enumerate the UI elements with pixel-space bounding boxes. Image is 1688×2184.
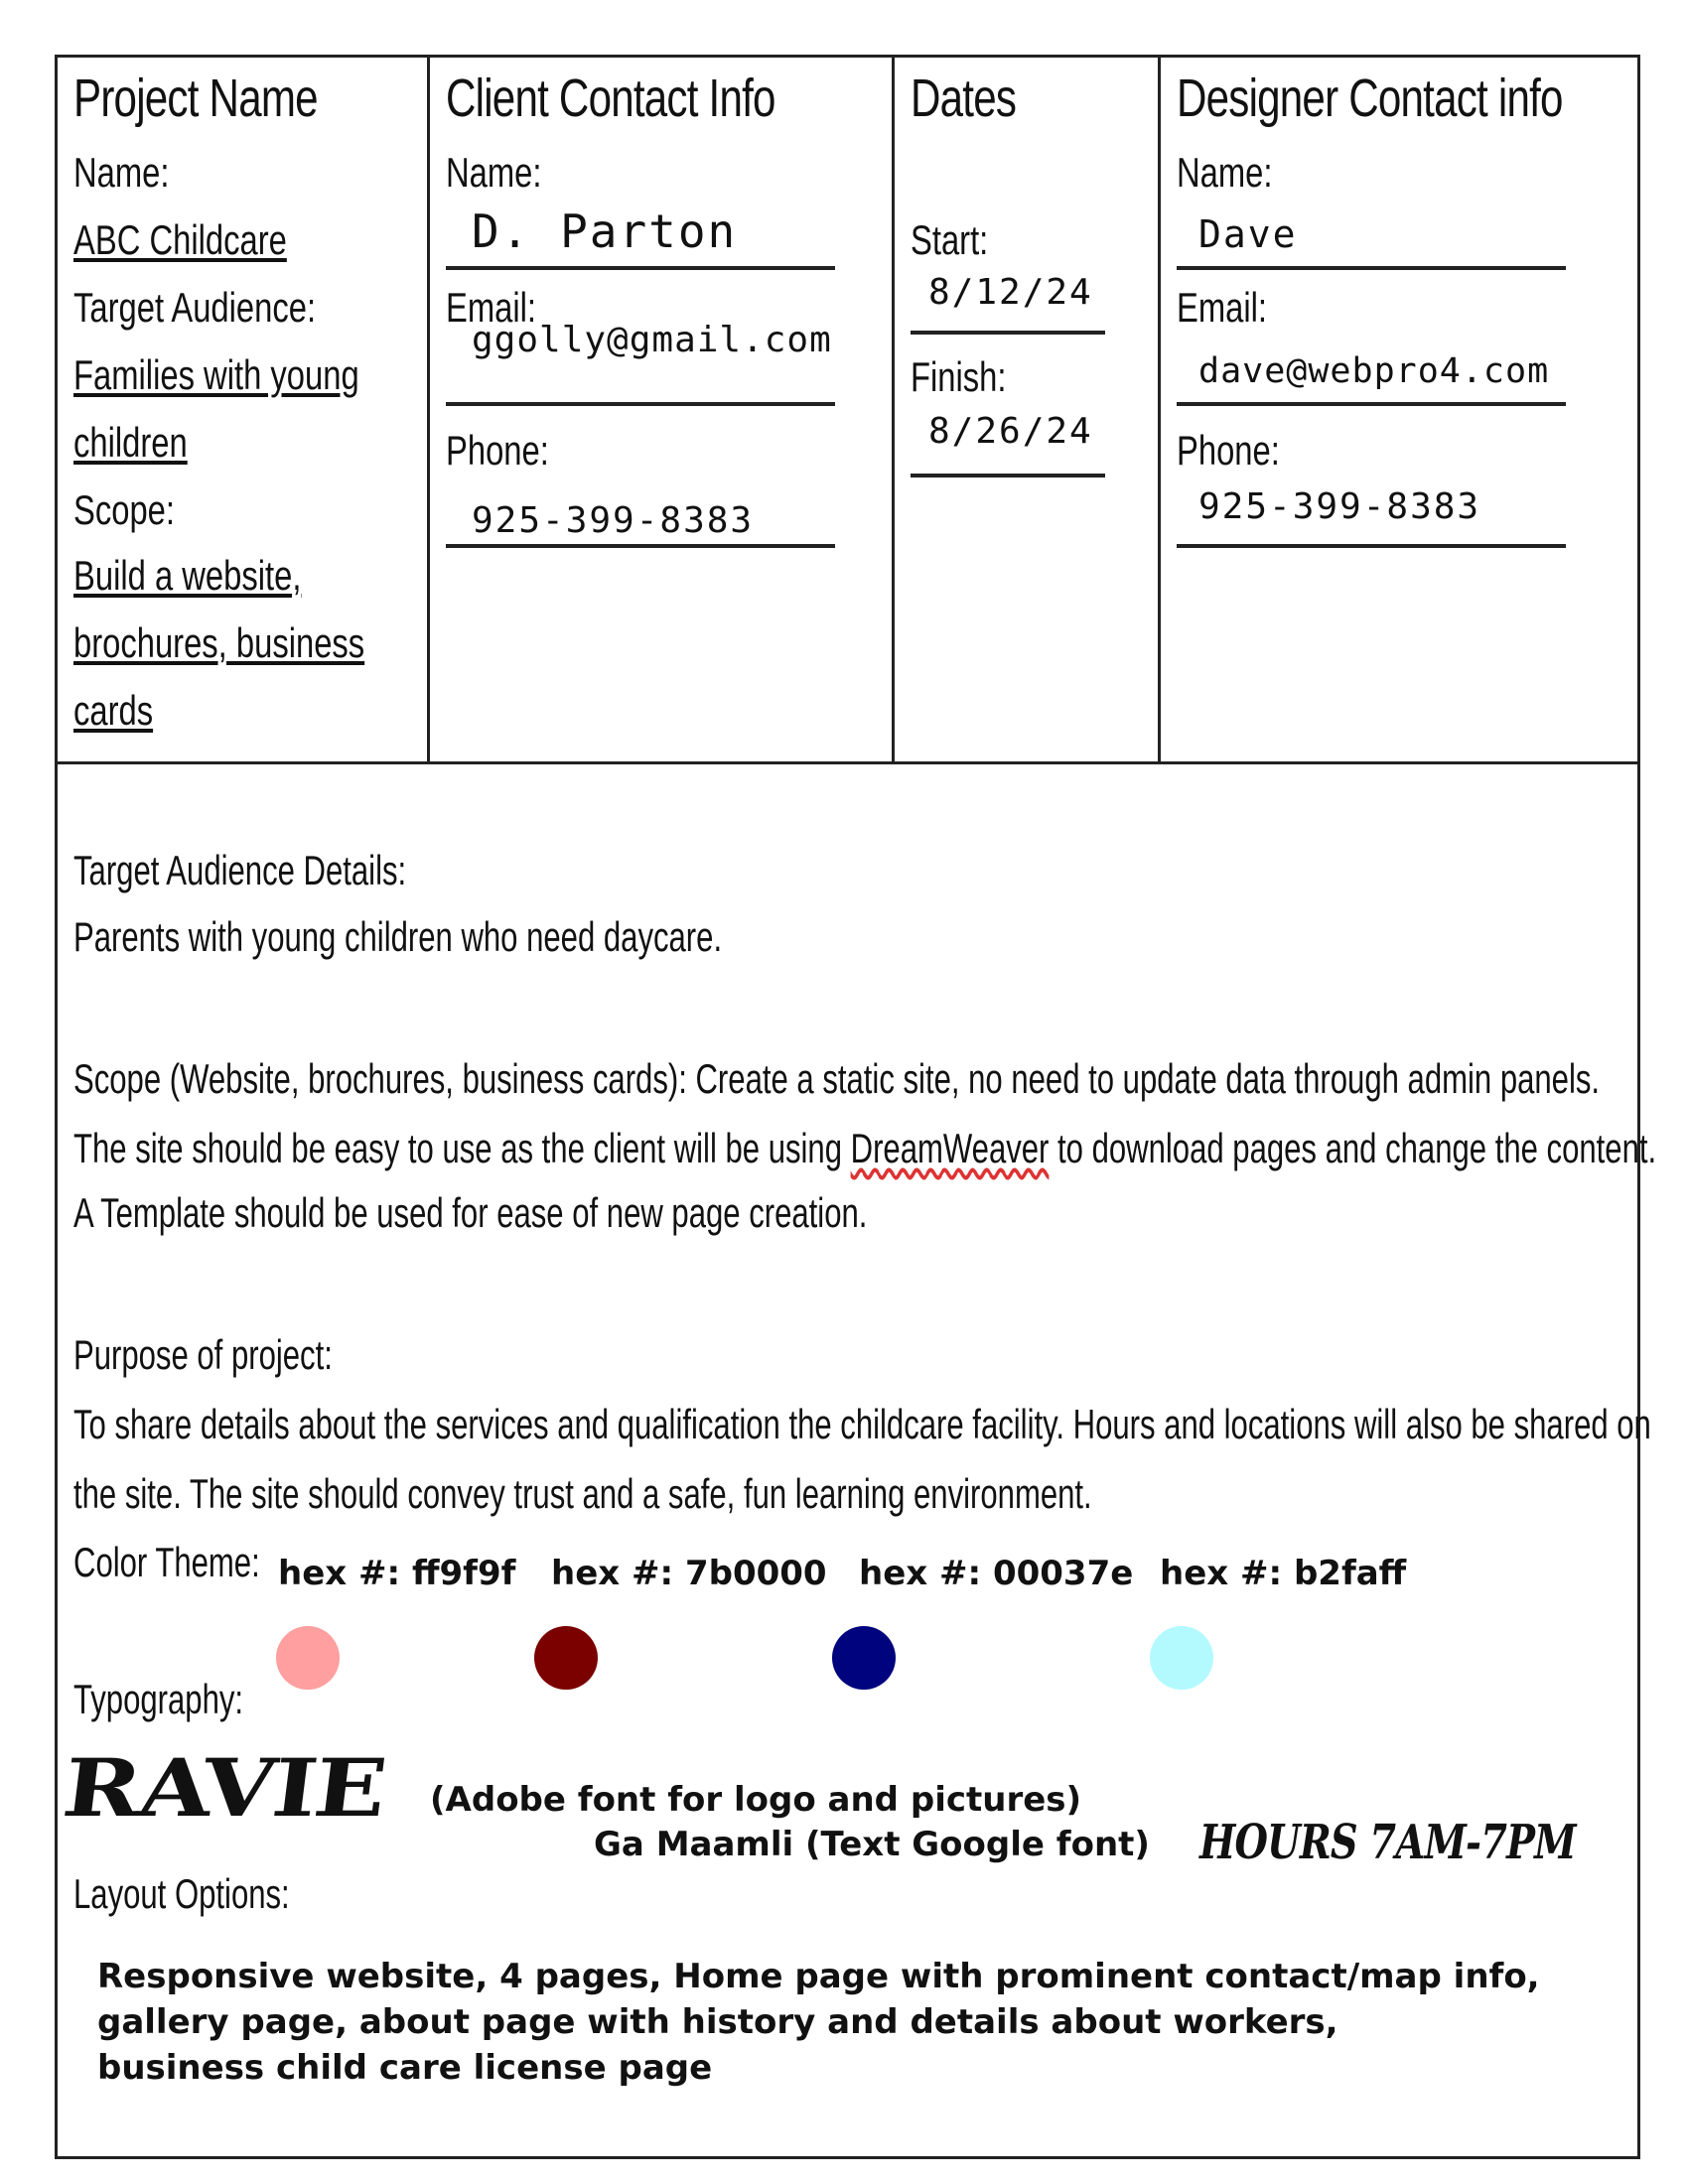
- typography-label: Typography:: [73, 1676, 244, 1722]
- color-swatch-2: [534, 1626, 598, 1690]
- project-name-label: Name:: [73, 149, 170, 196]
- contact-table: [58, 58, 1637, 764]
- audience-details-heading: Target Audience Details:: [73, 847, 407, 893]
- color-swatch-1: [276, 1626, 340, 1690]
- client-phone-line: [446, 544, 835, 548]
- scope-details-line-1: Scope (Website, brochures, business cards): Create a static site, no need to update data through admin panels.: [73, 1055, 1601, 1102]
- start-date-value: 8/12/24: [928, 272, 1093, 313]
- finish-label: Finish:: [911, 353, 1007, 400]
- client-name-value: D. Parton: [472, 205, 738, 258]
- client-email-value: ggolly@gmail.com: [472, 320, 832, 360]
- designer-email-label: Email:: [1177, 284, 1268, 331]
- scope-value-1: Build a website,: [73, 552, 302, 599]
- color-hex-2: hex #: 7b0000: [551, 1554, 827, 1593]
- scope-value-3: cards: [73, 687, 154, 734]
- scope-line-2-post: to download pages and change the content.: [1049, 1125, 1657, 1171]
- start-date-line: [911, 331, 1105, 335]
- layout-options-text: [97, 1954, 1540, 2091]
- layout-line-1: Responsive website, 4 pages, Home page with prominent contact/map info,: [97, 1957, 1540, 1996]
- client-column: [430, 58, 895, 761]
- designer-phone-label: Phone:: [1177, 427, 1280, 474]
- start-label: Start:: [911, 216, 989, 263]
- color-theme-label: Color Theme:: [73, 1539, 260, 1585]
- target-audience-value-1: Families with young: [73, 351, 359, 398]
- text-font-note: Ga Maamli (Text Google font): [594, 1825, 1150, 1864]
- dates-column: [895, 58, 1161, 761]
- designer-name-label: Name:: [1177, 149, 1273, 196]
- purpose-line-2: the site. The site should convey trust and a safe, fun learning environment.: [73, 1470, 1092, 1517]
- designer-name-line: [1177, 266, 1566, 270]
- designer-email-line: [1177, 402, 1566, 406]
- designer-email-value: dave@webpro4.com: [1198, 351, 1550, 391]
- scope-details-line-3: A Template should be used for ease of new page creation.: [73, 1189, 868, 1236]
- color-swatch-3: [832, 1626, 896, 1690]
- scope-label: Scope:: [73, 486, 175, 533]
- finish-date-line: [911, 474, 1105, 478]
- color-hex-3: hex #: 00037e: [859, 1554, 1134, 1593]
- audience-details-text: Parents with young children who need daycare.: [73, 913, 723, 960]
- color-swatch-4: [1150, 1626, 1213, 1690]
- logo-font-note: (Adobe font for logo and pictures): [430, 1780, 1082, 1820]
- client-phone-label: Phone:: [446, 427, 549, 474]
- layout-line-2: gallery page, about page with history and details about workers,: [97, 2002, 1338, 2042]
- layout-line-3: business child care license page: [97, 2048, 713, 2088]
- target-audience-label: Target Audience:: [73, 284, 317, 331]
- ravie-font-sample: RAVIE: [58, 1741, 390, 1835]
- client-email-line: [446, 402, 835, 406]
- hours-sample: HOURS 7AM-7PM: [1199, 1815, 1576, 1870]
- scope-details-line-2: [73, 1125, 1656, 1172]
- project-name-value: ABC Childcare: [73, 216, 287, 263]
- project-header: Project Name: [73, 68, 318, 128]
- client-name-line: [446, 266, 835, 270]
- client-name-label: Name:: [446, 149, 542, 196]
- purpose-heading: Purpose of project:: [73, 1331, 333, 1378]
- scope-value-2: brochures, business: [73, 619, 365, 666]
- designer-column: [1161, 58, 1637, 761]
- client-header: Client Contact Info: [446, 68, 775, 128]
- designer-phone-line: [1177, 544, 1566, 548]
- dreamweaver-word: DreamWeaver: [850, 1125, 1050, 1171]
- scope-line-2-pre: The site should be easy to use as the client will be using: [73, 1125, 851, 1171]
- designer-name-value: Dave: [1198, 212, 1298, 256]
- purpose-line-1: To share details about the services and qualification the childcare facility. Hours and locations will also be shared on: [73, 1401, 1651, 1447]
- designer-header: Designer Contact info: [1177, 68, 1563, 128]
- finish-date-value: 8/26/24: [928, 411, 1093, 452]
- color-hex-1: hex #: ff9f9f: [278, 1554, 516, 1593]
- dates-header: Dates: [911, 68, 1017, 128]
- color-hex-4: hex #: b2faff: [1160, 1554, 1407, 1593]
- target-audience-value-2: children: [73, 419, 188, 466]
- client-email-label: Email:: [446, 284, 537, 331]
- project-column: [58, 58, 430, 761]
- client-phone-value: 925-399-8383: [472, 500, 755, 541]
- designer-phone-value: 925-399-8383: [1198, 486, 1481, 527]
- project-brief-form: [55, 55, 1657, 2159]
- layout-options-label: Layout Options:: [73, 1870, 290, 1917]
